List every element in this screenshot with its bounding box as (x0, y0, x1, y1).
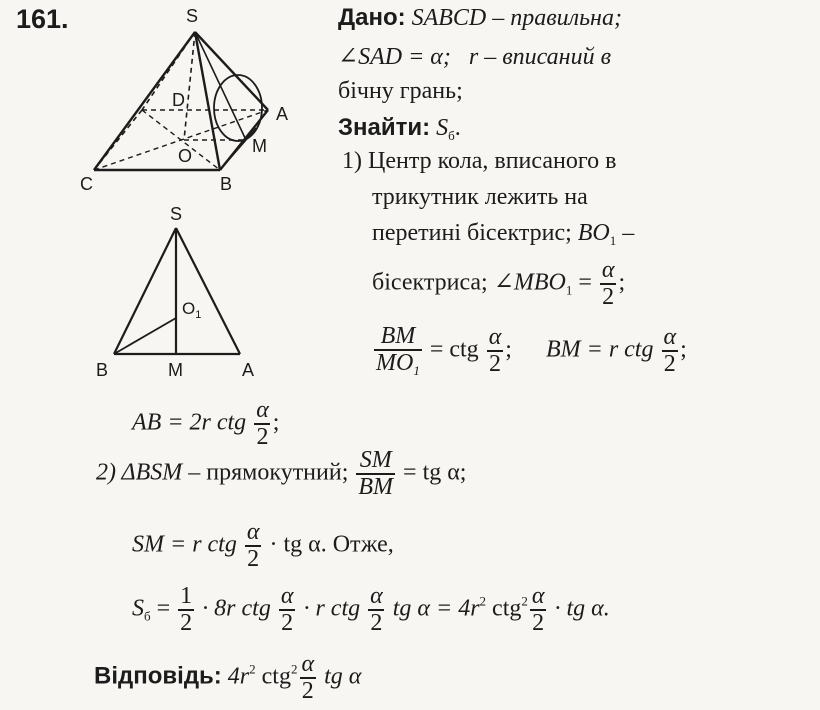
label-b: B (220, 174, 233, 194)
edge-sb (195, 32, 220, 170)
label-s: S (186, 6, 199, 26)
fraction-one-half: $\frac{1}{2}$ (180, 583, 193, 637)
tri-label-s: S (170, 204, 183, 224)
given-label: Дано: (338, 4, 406, 31)
step1-line-1: 1) Центр кола, вписаного в (342, 148, 617, 174)
inscribed-circle (214, 75, 262, 141)
tri-label-o1: $O_1$ (182, 299, 202, 321)
fraction-alpha-over-2: $\frac{\alpha}{2}$ (601, 257, 615, 311)
given-line-3: бічну грань; (338, 78, 463, 104)
label-a: A (276, 104, 289, 124)
label-o: O (178, 146, 193, 166)
label-m: M (252, 136, 267, 156)
label-c: C (80, 174, 93, 194)
height-so (184, 32, 195, 140)
area-equation: $S_б$ = $\frac{1}{2}$ · 8r ctg $\frac{\alpha}{2}$ · r ctg $\frac{\alpha}{2}$ tg $\alpha = 4r^2$ ctg$^2$ $\frac{\alpha}{2}$ · tg α. (132, 583, 610, 637)
side-face-figure (92, 200, 272, 380)
pyramid-figure (80, 0, 300, 200)
step1-line-5: $\frac{BM}{MO_1}$ = ctg $\frac{\alpha}{2}$ ; BM = r ctg $\frac{\alpha}{2}$ ; (376, 323, 687, 379)
given-line-2: ∠SAD = α; r – вписаний в (338, 44, 612, 70)
edge-dc (94, 110, 142, 170)
step1-line-3: перетині бісектрис; $BO_1$ – (372, 220, 635, 248)
tri-label-b: B (96, 360, 109, 380)
tri-label-a: A (242, 360, 255, 380)
given-line-1: Дано: SABCD – правильна; (338, 4, 622, 31)
step1-line-4: бісектриса; $\angle MBO_1$ = $\frac{\alpha}{2}$ ; (372, 257, 626, 311)
side-sa (176, 228, 240, 354)
fraction-sm-over-bm: $\frac{SM}{BM}$ (358, 447, 394, 501)
step2-line-1: 2) ΔBSM – прямокутний; $\frac{SM}{BM}$ = tg α; (96, 447, 467, 501)
sm-equation: SM = r ctg $\frac{\alpha}{2}$ · tg α. Отже, (132, 519, 394, 573)
answer-line: Відповідь: $4r^2$ ctg$^2$ $\frac{\alpha}{2}$ tg α (94, 651, 362, 705)
problem-number: 161. (16, 4, 69, 34)
tri-label-m: M (168, 360, 183, 380)
fraction-bm-over-mo1: $\frac{BM}{MO_1}$ (376, 323, 420, 379)
label-d: D (172, 90, 185, 110)
step1-line-2: трикутник лежить на (372, 184, 588, 210)
find-line: Знайти: $S_б$. (338, 114, 461, 143)
answer-label: Відповідь: (94, 662, 222, 690)
ab-equation: AB = 2r ctg $\frac{\alpha}{2}$ ; (132, 397, 280, 451)
